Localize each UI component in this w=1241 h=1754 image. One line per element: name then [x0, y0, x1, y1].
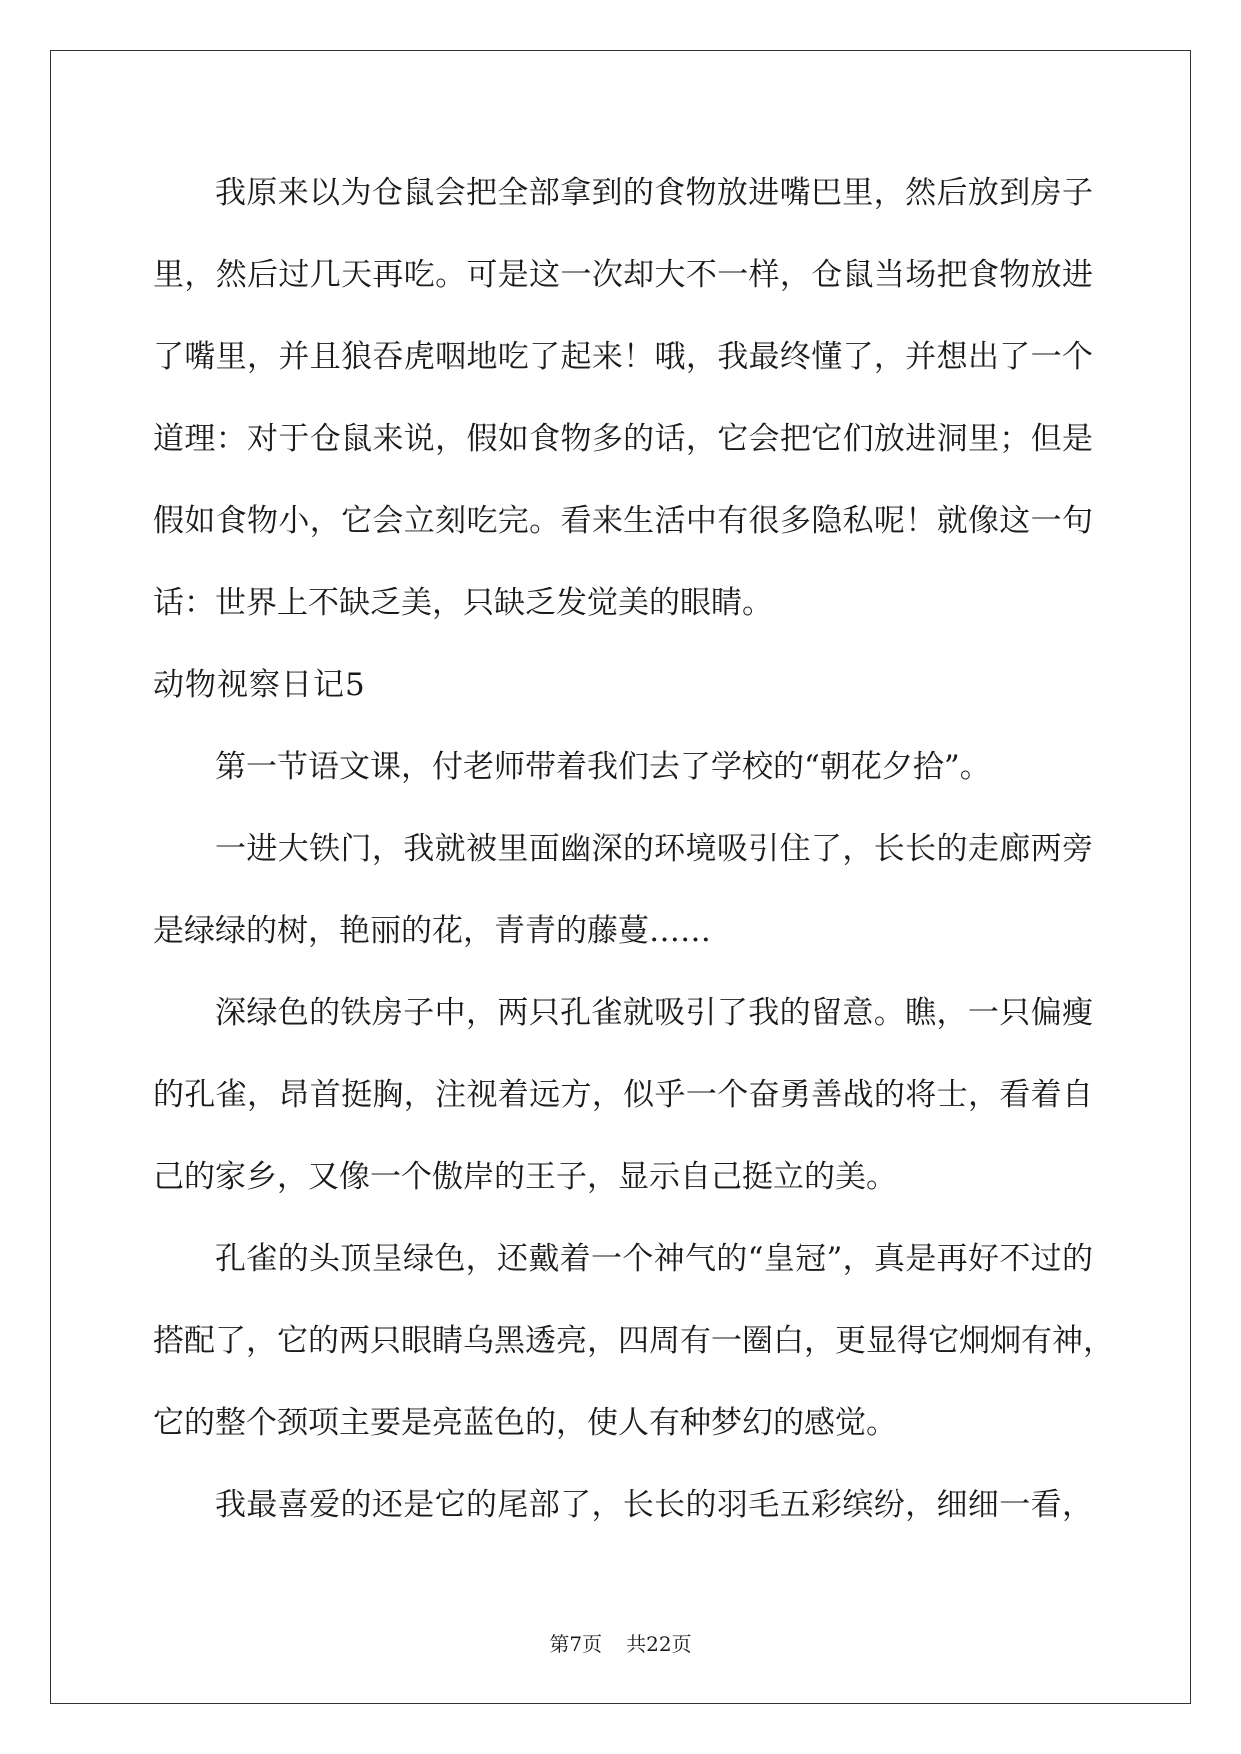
page-number: 第7页 — [549, 1632, 603, 1656]
paragraph-line: 孔雀的头顶呈绿色，还戴着一个神气的“皇冠”，真是再好不过的 — [215, 1241, 1093, 1277]
paragraph-line: 一进大铁门，我就被里面幽深的环境吸引住了，长长的走廊两旁 — [215, 831, 1093, 867]
paragraph-line: 了嘴里，并且狼吞虎咽地吃了起来！哦，我最终懂了，并想出了一个 — [153, 339, 1093, 375]
page-footer — [0, 1628, 1241, 1657]
paragraph-line: 它的整个颈项主要是亮蓝色的，使人有种梦幻的感觉。 — [153, 1405, 897, 1441]
paragraph-line: 深绿色的铁房子中，两只孔雀就吸引了我的留意。瞧，一只偏瘦 — [215, 995, 1093, 1031]
section-heading: 动物视察日记5 — [153, 667, 366, 703]
paragraph-line: 的孔雀，昂首挺胸，注视着远方，似乎一个奋勇善战的将士，看着自 — [153, 1077, 1093, 1113]
paragraph-line: 我最喜爱的还是它的尾部了，长长的羽毛五彩缤纷，细细一看， — [215, 1487, 1093, 1523]
paragraph-line: 道理：对于仓鼠来说，假如食物多的话，它会把它们放进洞里；但是 — [153, 421, 1093, 457]
paragraph-line: 我原来以为仓鼠会把全部拿到的食物放进嘴巴里，然后放到房子 — [215, 175, 1093, 211]
paragraph-line: 是绿绿的树，艳丽的花，青青的藤蔓…… — [153, 913, 711, 949]
paragraph-line: 里，然后过几天再吃。可是这一次却大不一样，仓鼠当场把食物放进 — [153, 257, 1093, 293]
paragraph-line: 己的家乡，又像一个傲岸的王子，显示自己挺立的美。 — [153, 1159, 897, 1195]
paragraph-line: 假如食物小，它会立刻吃完。看来生活中有很多隐私呢！就像这一句 — [153, 503, 1093, 539]
page-total: 共22页 — [626, 1632, 692, 1656]
paragraph-line: 第一节语文课，付老师带着我们去了学校的“朝花夕拾”。 — [215, 749, 991, 785]
document-body — [153, 152, 1114, 1546]
paragraph-line: 搭配了，它的两只眼睛乌黑透亮，四周有一圈白，更显得它炯炯有神， — [153, 1323, 1114, 1359]
paragraph-line: 话：世界上不缺乏美，只缺乏发觉美的眼睛。 — [153, 585, 773, 621]
